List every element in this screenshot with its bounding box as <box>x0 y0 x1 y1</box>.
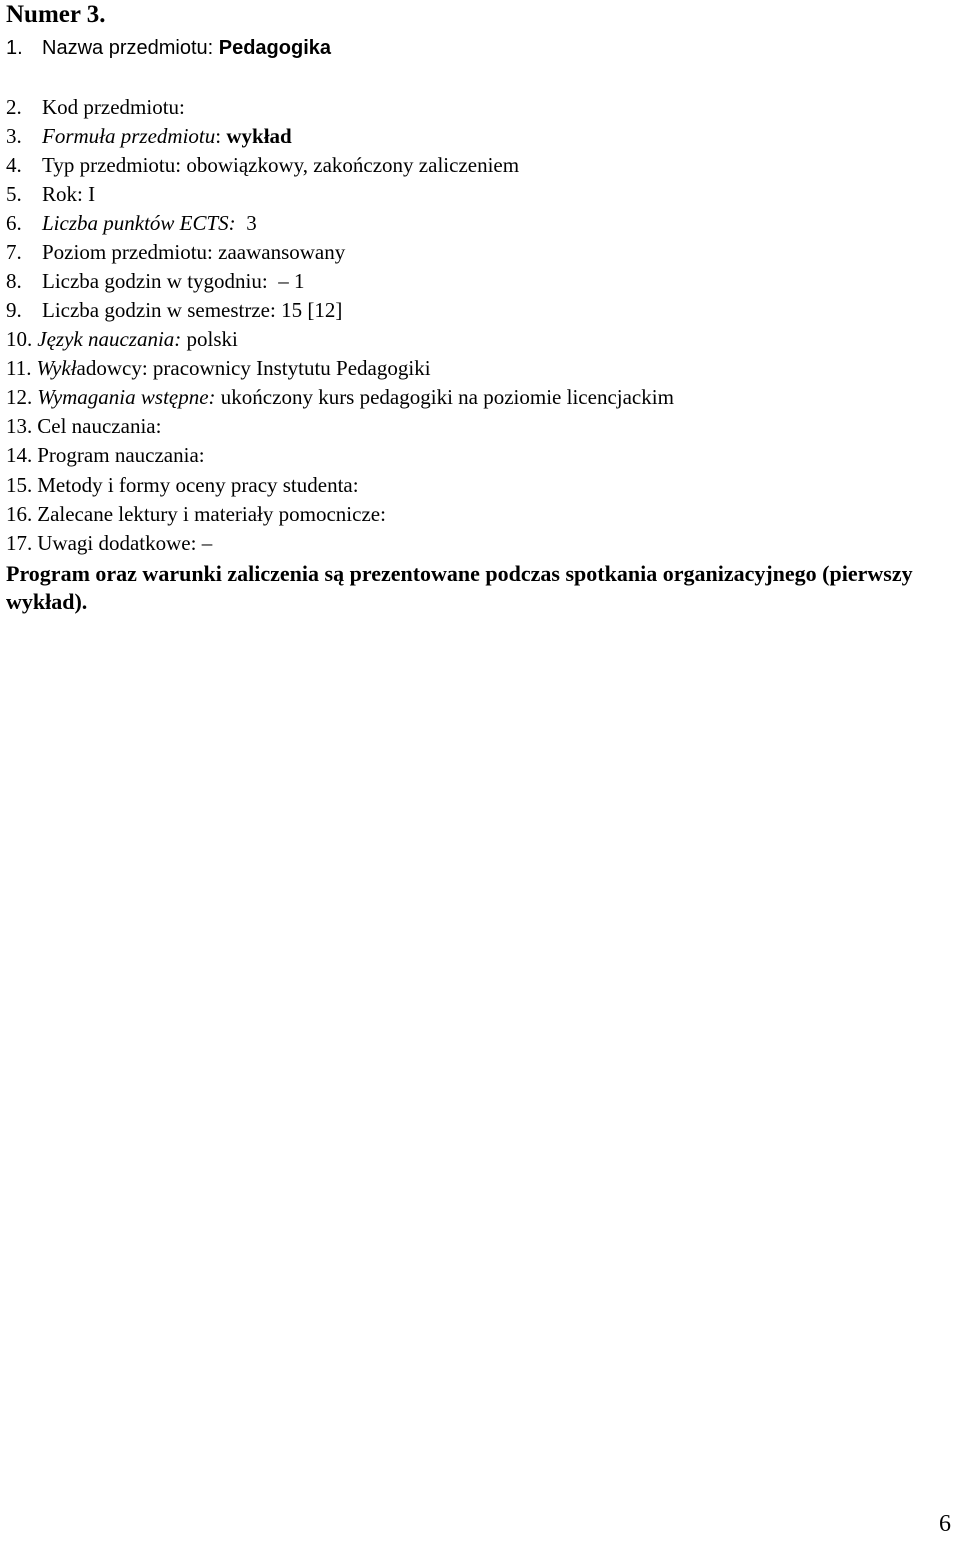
item-label: Metody i formy oceny pracy studenta: <box>37 473 359 497</box>
item-number: 13. <box>6 414 33 438</box>
item-number: 9. <box>6 298 22 322</box>
item-label: Zalecane lektury i materiały pomocnicze: <box>37 502 386 526</box>
item-value: Pedagogika <box>218 37 332 59</box>
item-hours-semester <box>6 297 342 323</box>
item-value: wykład <box>226 124 292 148</box>
item-language <box>6 326 238 352</box>
item-number: 12. <box>6 385 33 409</box>
item-number: 8. <box>6 269 22 293</box>
item-hours-weekly <box>6 268 304 294</box>
item-readings <box>6 501 386 527</box>
item-label-italic: Wykł <box>36 356 77 380</box>
item-number: 6. <box>6 211 22 235</box>
item-program <box>6 442 205 468</box>
item-value: 3 <box>235 211 257 235</box>
item-ects <box>6 210 257 236</box>
item-number: 4. <box>6 153 22 177</box>
item-label: Nazwa przedmiotu: <box>42 37 219 59</box>
document-title: Numer 3. <box>6 1 106 28</box>
item-number: 3. <box>6 124 22 148</box>
item-label: Rok: I <box>42 182 96 206</box>
item-number: 16. <box>6 502 33 526</box>
item-lecturers <box>6 355 431 381</box>
item-course-type <box>6 152 519 178</box>
item-label: Liczba godzin w semestrze: 15 [12] <box>42 298 343 322</box>
item-course-form <box>6 123 292 149</box>
item-assessment <box>6 472 359 498</box>
item-colon: : <box>215 124 227 148</box>
item-label: Program nauczania: <box>37 443 205 467</box>
item-label: Kod przedmiotu: <box>42 95 185 119</box>
item-label: Uwagi dodatkowe: – <box>37 531 213 555</box>
item-number: 10. <box>6 327 33 351</box>
item-label: adowcy: pracownicy Instytutu Pedagogiki <box>76 356 431 380</box>
item-number: 15. <box>6 473 33 497</box>
item-number: 14. <box>6 443 33 467</box>
item-course-name <box>6 34 331 60</box>
page-number: 6 <box>939 1511 951 1537</box>
item-value: – 1 <box>267 269 305 293</box>
item-course-code <box>6 94 185 120</box>
item-value: polski <box>181 327 238 351</box>
item-year <box>6 181 95 207</box>
item-label: Formuła przedmiotu <box>42 124 216 148</box>
item-number: 7. <box>6 240 22 264</box>
item-label: Język nauczania: <box>37 327 182 351</box>
item-label: Poziom przedmiotu: zaawansowany <box>42 240 346 264</box>
item-label: Typ przedmiotu: obowiązkowy, zakończony zaliczeniem <box>42 153 520 177</box>
item-number: 2. <box>6 95 22 119</box>
item-label: Cel nauczania: <box>37 414 162 438</box>
item-label: Liczba godzin w tygodniu: <box>42 269 268 293</box>
item-number: 1. <box>6 37 23 59</box>
item-goal <box>6 413 161 439</box>
item-number: 17. <box>6 531 33 555</box>
item-prerequisites <box>6 384 674 410</box>
item-number: 5. <box>6 182 22 206</box>
item-remarks <box>6 530 212 556</box>
item-label: Wymagania wstępne: <box>37 385 216 409</box>
program-note: Program oraz warunki zaliczenia są prezentowane podczas spotkania organizacyjnego (pierwszy wykład). <box>6 561 913 614</box>
item-label: Liczba punktów ECTS: <box>42 211 236 235</box>
item-number: 11. <box>6 356 32 380</box>
item-value: ukończony kurs pedagogiki na poziomie licencjackim <box>215 385 674 409</box>
item-level <box>6 239 345 265</box>
